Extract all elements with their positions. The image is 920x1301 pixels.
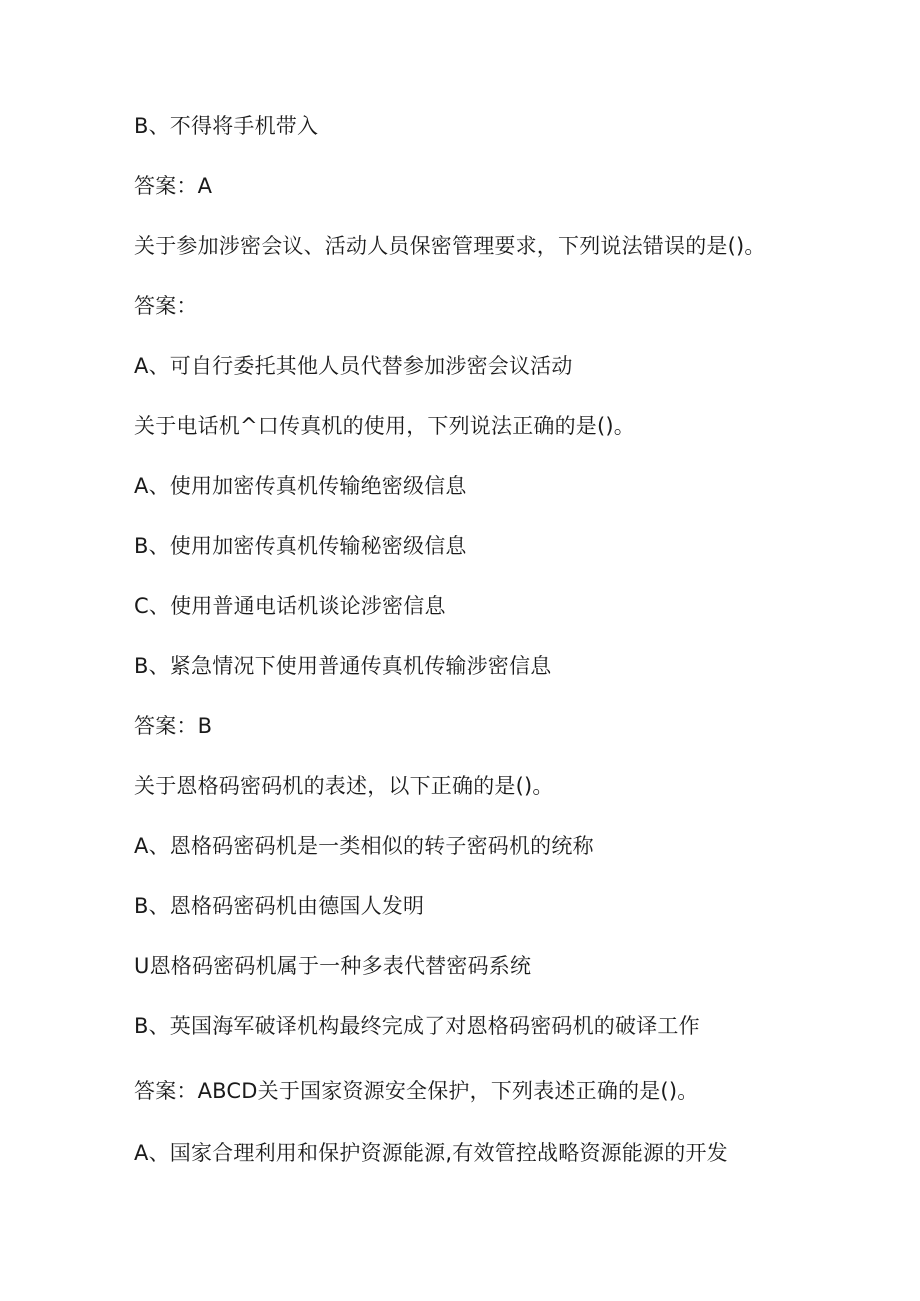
option-line: B、使用加密传真机传输秘密级信息 bbox=[134, 534, 467, 558]
option-line: A、可自行委托其他人员代替参加涉密会议活动 bbox=[134, 354, 573, 378]
answer-line: 答案：A bbox=[134, 174, 213, 198]
option-line: B、不得将手机带入 bbox=[134, 114, 319, 138]
option-line: A、国家合理利用和保护资源能源,有效管控战略资源能源的开发 bbox=[134, 1141, 728, 1165]
option-line: A、恩格码密码机是一类相似的转子密码机的统称 bbox=[134, 834, 594, 858]
option-line: B、英国海军破译机构最终完成了对恩格码密码机的破译工作 bbox=[134, 1014, 700, 1038]
option-line: U恩格码密码机属于一种多表代替密码系统 bbox=[134, 954, 532, 978]
answer-line: 答案： bbox=[134, 294, 198, 318]
option-line: C、使用普通电话机谈论涉密信息 bbox=[134, 594, 446, 618]
option-line: B、恩格码密码机由德国人发明 bbox=[134, 894, 425, 918]
answer-line: 答案：ABCD关于国家资源安全保护，下列表述正确的是()。 bbox=[134, 1079, 699, 1103]
question-line: 关于参加涉密会议、活动人员保密管理要求，下列说法错误的是()。 bbox=[134, 234, 766, 258]
answer-line: 答案：B bbox=[134, 714, 213, 738]
question-line: 关于恩格码密码机的表述，以下正确的是()。 bbox=[134, 774, 554, 798]
option-line: A、使用加密传真机传输绝密级信息 bbox=[134, 474, 467, 498]
option-line: B、紧急情况下使用普通传真机传输涉密信息 bbox=[134, 654, 552, 678]
question-line: 关于电话机^口传真机的使用，下列说法正确的是()。 bbox=[134, 414, 635, 438]
